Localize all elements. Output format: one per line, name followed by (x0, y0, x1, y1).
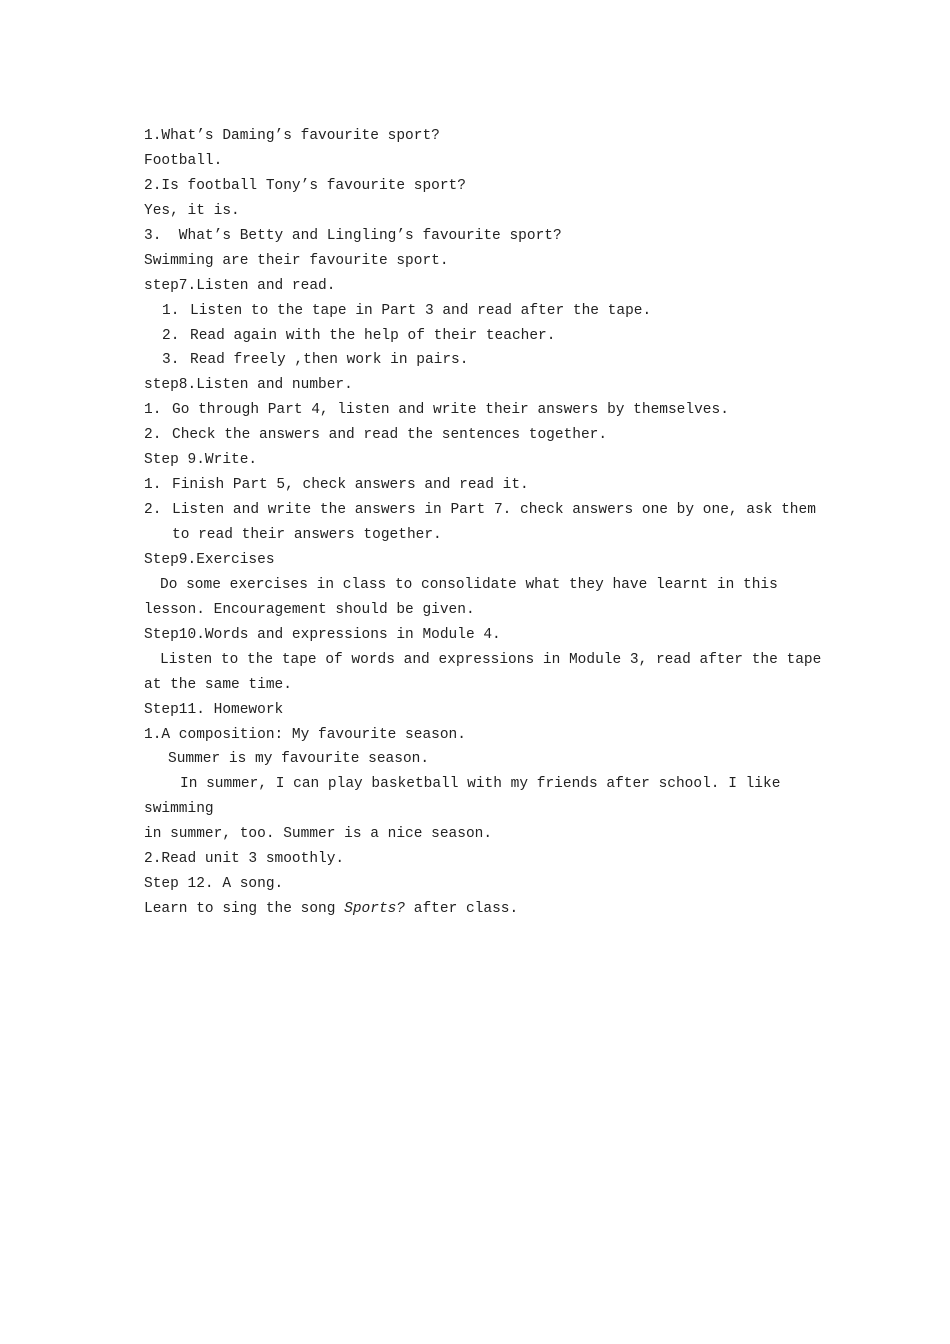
song-text-pre: Learn to sing the song (144, 901, 345, 918)
song-line (144, 897, 808, 922)
composition-line3: swimming (144, 801, 214, 818)
list-item (144, 348, 808, 373)
list-item (144, 299, 808, 324)
question-2: 2.Is football Tony’s favourite sport? (144, 177, 466, 194)
step10-heading: Step10.Words and expressions in Module 4. (144, 626, 501, 643)
list-item (144, 423, 808, 448)
composition-line4: in summer, too. Summer is a nice season. (144, 826, 493, 843)
list-number: 1. (144, 477, 162, 494)
document-body (144, 124, 822, 922)
list-item (144, 324, 808, 349)
step8-heading: step8.Listen and number. (144, 377, 353, 394)
list-number: 1. (162, 302, 180, 319)
list-item (144, 498, 816, 523)
song-text-post: after class. (405, 901, 519, 918)
exercises-paragraph-line2: lesson. Encouragement should be given. (144, 601, 475, 618)
list-text-continuation: to read their answers together. (172, 527, 442, 543)
composition-line2: In summer, I can play basketball with my friends after school. I like (180, 776, 781, 793)
list-text: Read again with the help of their teacher. (190, 327, 556, 344)
list-number: 2. (162, 327, 180, 344)
list-number: 3. (162, 352, 180, 369)
list-number: 2. (144, 427, 162, 444)
list-item (144, 398, 808, 423)
answer-3: Swimming are their favourite sport. (144, 252, 449, 269)
list-text: Check the answers and read the sentences together. (172, 427, 608, 444)
step10-paragraph-line2: at the same time. (144, 676, 292, 693)
list-text: Finish Part 5, check answers and read it. (172, 477, 529, 494)
list-number: 1. (144, 402, 162, 419)
list-text: Read freely ,then work in pairs. (190, 352, 469, 369)
step9-write-heading: Step 9.Write. (144, 452, 258, 469)
step10-paragraph-line1: Listen to the tape of words and expressions in Module 3, read after the tape (160, 651, 822, 668)
homework-item-2: 2.Read unit 3 smoothly. (144, 851, 345, 868)
step11-heading: Step11. Homework (144, 701, 284, 718)
step9-exercises-heading: Step9.Exercises (144, 551, 275, 568)
step12-heading: Step 12. A song. (144, 876, 284, 893)
list-item (144, 473, 808, 498)
answer-2: Yes, it is. (144, 202, 240, 219)
exercises-paragraph-line1: Do some exercises in class to consolidate what they have learnt in this (160, 576, 778, 593)
list-text: Listen and write the answers in Part 7. check answers one by one, ask them (172, 502, 816, 519)
list-number: 2. (144, 502, 162, 519)
song-title: Sports? (344, 901, 406, 918)
step7-heading: step7.Listen and read. (144, 277, 336, 294)
question-3: 3. What’s Betty and Lingling’s favourite sport? (144, 227, 562, 244)
list-text: Go through Part 4, listen and write their answers by themselves. (172, 402, 729, 419)
question-1: 1.What’s Daming’s favourite sport? (144, 128, 440, 144)
list-text: Listen to the tape in Part 3 and read after the tape. (190, 302, 652, 319)
answer-1: Football. (144, 152, 223, 169)
homework-item-1: 1.A composition: My favourite season. (144, 726, 466, 743)
composition-line1: Summer is my favourite season. (168, 751, 430, 768)
